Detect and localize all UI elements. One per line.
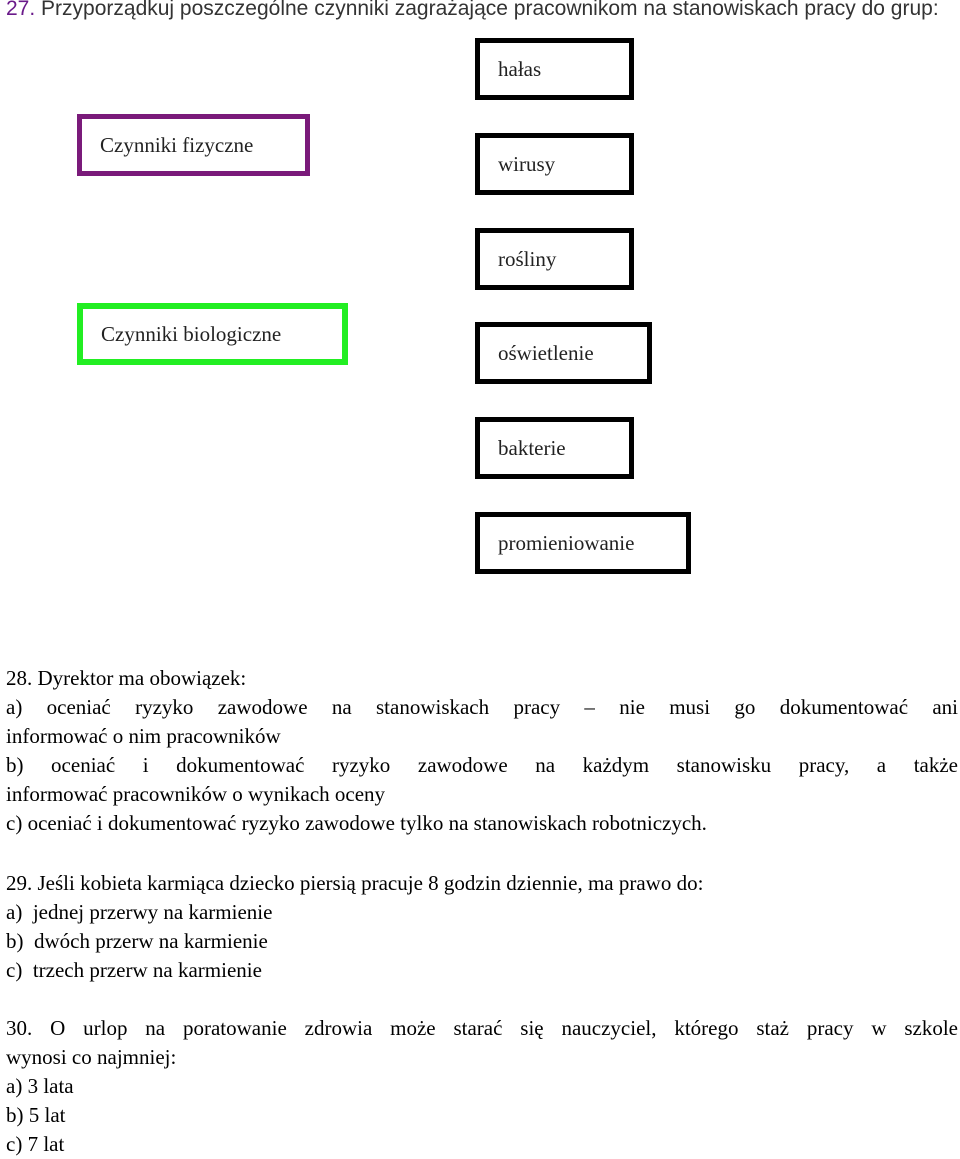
question-29-option-b: b) dwóch przerw na karmienie (6, 929, 268, 953)
factor-label: wirusy (498, 151, 556, 176)
factor-label: oświetlenie (498, 340, 594, 365)
factor-box-wirusy[interactable] (475, 133, 634, 195)
question-28-option-a-cont: informować o nim pracowników (6, 724, 281, 748)
question-30-option-c: c) 7 lat (6, 1132, 65, 1156)
question-30-title: 30. O urlop na poratowanie zdrowia może starać się nauczyciel, którego staż pracy w szkole (6, 1016, 958, 1040)
factor-label: bakterie (498, 435, 566, 460)
factor-label: hałas (498, 56, 542, 81)
question-28-option-b: b) oceniać i dokumentować ryzyko zawodowe na każdym stanowisku pracy, a także (6, 753, 958, 777)
question-29 (6, 869, 958, 985)
factor-box-halas[interactable] (475, 38, 634, 100)
question-28-option-a: a) oceniać ryzyko zawodowe na stanowiskach pracy – nie musi go dokumentować ani (6, 695, 958, 719)
question-27-heading (6, 0, 958, 23)
question-29-option-c: c) trzech przerw na karmienie (6, 958, 262, 982)
question-30-title-cont: wynosi co najmniej: (6, 1045, 177, 1069)
question-28 (6, 664, 958, 838)
group-box-physical[interactable] (77, 114, 310, 176)
factor-box-bakterie[interactable] (475, 417, 634, 479)
factor-label: rośliny (498, 246, 557, 271)
factor-label: promieniowanie (498, 530, 635, 555)
factor-box-rosliny[interactable] (475, 228, 634, 290)
question-29-title: 29. Jeśli kobieta karmiąca dziecko piersią pracuje 8 godzin dziennie, ma prawo do: (6, 871, 704, 895)
question-27-text: Przyporządkuj poszczególne czynniki zagrażające pracownikom na stanowiskach pracy do grup: (41, 0, 939, 20)
question-28-option-c: c) oceniać i dokumentować ryzyko zawodowe tylko na stanowiskach robotniczych. (6, 811, 707, 835)
question-30-option-a: a) 3 lata (6, 1074, 74, 1098)
question-29-option-a: a) jednej przerwy na karmienie (6, 900, 273, 924)
factor-box-promieniowanie[interactable] (475, 512, 691, 574)
factor-box-oswietlenie[interactable] (475, 322, 652, 384)
question-28-title: 28. Dyrektor ma obowiązek: (6, 666, 247, 690)
question-27-number: 27. (6, 0, 36, 20)
question-28-option-b-cont: informować pracowników o wynikach oceny (6, 782, 386, 806)
question-30-option-b: b) 5 lat (6, 1103, 66, 1127)
group-label-biological: Czynniki biologiczne (101, 321, 282, 346)
group-box-biological[interactable] (77, 303, 348, 365)
question-30 (6, 1014, 958, 1159)
group-label-physical: Czynniki fizyczne (100, 132, 254, 157)
